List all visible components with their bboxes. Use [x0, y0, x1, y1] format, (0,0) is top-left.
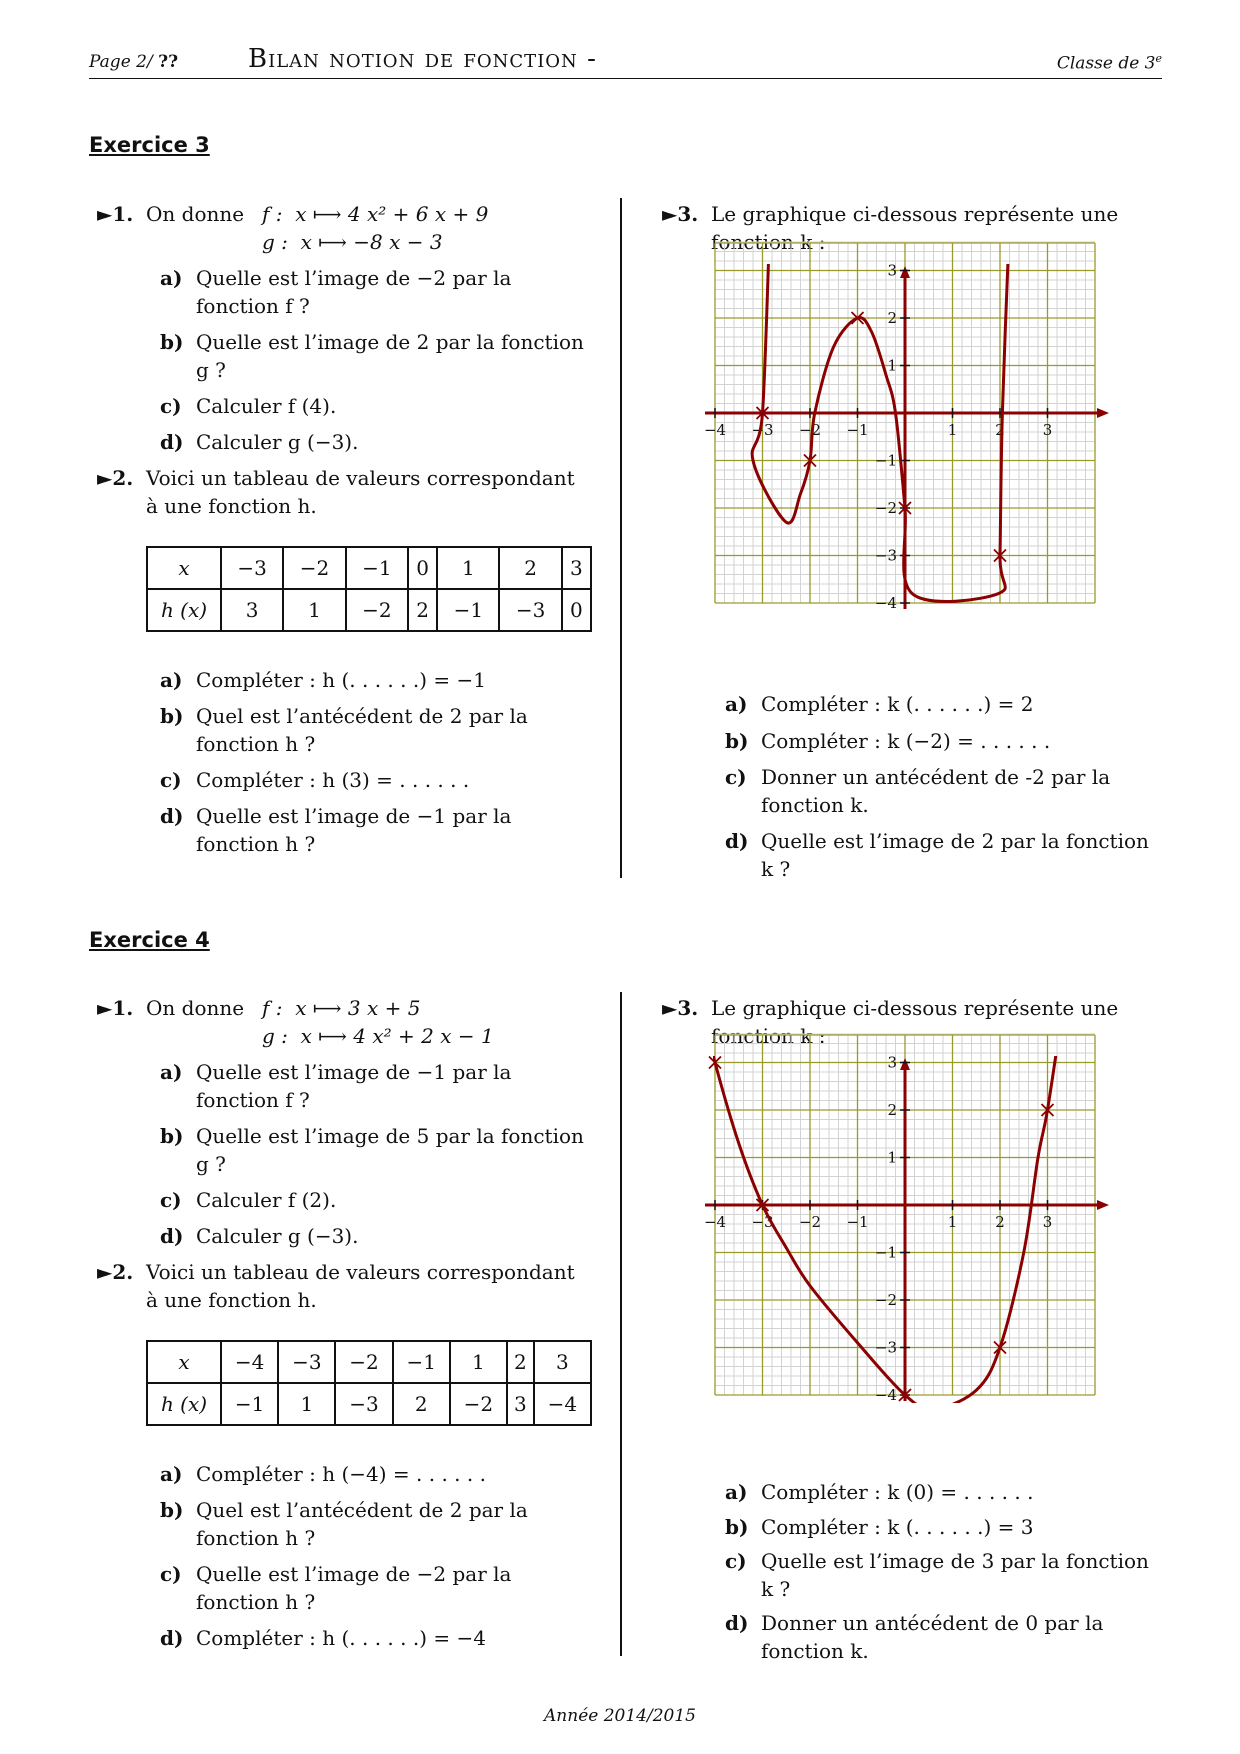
ex4-q3-number: ►3. [662, 996, 699, 1020]
y-tick-label: −1 [874, 451, 897, 470]
ex4-q1-item: b) Quelle est l’image de 5 par la fonction g ? [160, 1124, 584, 1176]
x-tick-label: −1 [846, 421, 869, 439]
y-axis-arrow [900, 1058, 910, 1070]
table-header: x [147, 1341, 221, 1383]
ex3-f-definition: f : x ⟼ 4 x² + 6 x + 9 [262, 202, 489, 226]
ex3-q1-number: ►1. [97, 202, 134, 226]
ex3-value-table [146, 546, 592, 632]
ex4-q2-item: b) Quel est l’antécédent de 2 par la fonction h ? [160, 1498, 528, 1550]
x-tick-label: 1 [947, 1213, 958, 1231]
ex4-q1-intro: On donne [146, 996, 245, 1020]
table-cell: 3 [221, 589, 283, 631]
y-tick-label: −3 [874, 546, 897, 565]
ex3-g-definition: g : x ⟼ −8 x − 3 [262, 230, 443, 254]
ex3-q3-number: ►3. [662, 202, 699, 226]
table-cell: −4 [534, 1383, 591, 1425]
table-row [147, 589, 591, 631]
y-tick-label: 1 [887, 356, 897, 375]
table-row [147, 1341, 591, 1383]
table-row [147, 1383, 591, 1425]
x-tick-label: −3 [751, 1213, 774, 1231]
x-axis-arrow [1097, 1200, 1109, 1210]
x-tick-label: −2 [798, 1213, 822, 1231]
x-axis-arrow [1097, 408, 1109, 418]
ex3-q3-item: c) Donner un antécédent de -2 par la fonction k. [725, 765, 1111, 817]
ex4-q3-item: d) Donner un antécédent de 0 par la fonction k. [725, 1611, 1104, 1663]
ex4-function-graph [703, 1053, 1144, 1464]
table-cell: 0 [562, 589, 591, 631]
y-tick-label: 1 [887, 1148, 897, 1167]
x-tick-label: 3 [1042, 421, 1053, 439]
table-row [147, 547, 591, 589]
table-cell: −3 [335, 1383, 392, 1425]
ex3-q2-number: ►2. [97, 466, 134, 490]
table-header: x [147, 547, 221, 589]
y-tick-label: −3 [874, 1338, 897, 1357]
table-cell: 0 [408, 547, 437, 589]
ex3-q1-intro: On donne [146, 202, 245, 226]
ex3-q2-text: Voici un tableau de valeurs correspondant à une fonction h. [146, 466, 575, 518]
ex3-q2-item: c) Compléter : h (3) = . . . . . . [160, 768, 470, 792]
ex3-q2-item: b) Quel est l’antécédent de 2 par la fonction h ? [160, 704, 528, 756]
table-cell: 3 [534, 1341, 591, 1383]
ex4-q1-item: c) Calculer f (2). [160, 1188, 337, 1212]
table-cell: −1 [393, 1341, 450, 1383]
ex4-q2-text: Voici un tableau de valeurs correspondant à une fonction h. [146, 1260, 575, 1312]
table-cell: −1 [346, 547, 408, 589]
table-cell: 1 [437, 547, 499, 589]
table-cell: 2 [393, 1383, 450, 1425]
table-cell: −2 [346, 589, 408, 631]
y-tick-label: 3 [887, 1053, 897, 1072]
ex3-q1-item: a) Quelle est l’image de −2 par la fonction f ? [160, 266, 512, 318]
y-axis-arrow [900, 266, 910, 278]
y-tick-label: −2 [874, 1291, 897, 1309]
table-cell: 3 [507, 1383, 534, 1425]
ex4-q2-item: c) Quelle est l’image de −2 par la fonction h ? [160, 1562, 512, 1614]
y-tick-label: −2 [874, 499, 897, 517]
table-cell: 2 [408, 589, 437, 631]
ex4-q2-item: d) Compléter : h (. . . . . .) = −4 [160, 1626, 486, 1650]
y-tick-label: 2 [887, 309, 897, 327]
table-header: h (x) [147, 1383, 221, 1425]
ex3-q1-item: c) Calculer f (4). [160, 394, 337, 418]
table-cell: −3 [221, 547, 283, 589]
y-tick-label: −4 [874, 594, 897, 612]
y-tick-label: 2 [887, 1101, 897, 1119]
table-cell: −1 [221, 1383, 278, 1425]
exercise-4-title: Exercice 4 [89, 928, 210, 952]
table-header: h (x) [147, 589, 221, 631]
exercise-3-title: Exercice 3 [89, 133, 210, 157]
page-number: Page 2/ ?? [89, 52, 179, 72]
document-title: Bilan notion de fonction - [248, 44, 597, 74]
x-tick-label: 1 [947, 421, 958, 439]
x-tick-label: −3 [751, 421, 774, 439]
ex4-g-definition: g : x ⟼ 4 x² + 2 x − 1 [262, 1024, 494, 1048]
ex3-q3-item: b) Compléter : k (−2) = . . . . . . [725, 729, 1051, 753]
table-cell: 2 [507, 1341, 534, 1383]
table-cell: −2 [335, 1341, 392, 1383]
ex3-function-graph [703, 261, 1144, 672]
x-tick-label: −4 [703, 421, 727, 439]
header-rule [89, 78, 1162, 79]
table-cell: 1 [283, 589, 345, 631]
footer-year: Année 2014/2015 [544, 1706, 696, 1726]
table-cell: −3 [278, 1341, 335, 1383]
ex4-q3-item: b) Compléter : k (. . . . . .) = 3 [725, 1515, 1034, 1539]
table-cell: −2 [450, 1383, 507, 1425]
table-cell: 2 [499, 547, 561, 589]
ex3-q3-item: a) Compléter : k (. . . . . .) = 2 [725, 692, 1034, 716]
ex3-q3-text: Le graphique ci-dessous représente une fonction k : [711, 202, 1119, 254]
ex4-q3-item: c) Quelle est l’image de 3 par la fonction k ? [725, 1549, 1149, 1601]
table-cell: −3 [499, 589, 561, 631]
ex4-q3-text: Le graphique ci-dessous représente une fonction k : [711, 996, 1119, 1048]
ex3-q2-item: d) Quelle est l’image de −1 par la fonction h ? [160, 804, 512, 856]
ex4-q1-item: a) Quelle est l’image de −1 par la fonction f ? [160, 1060, 512, 1112]
ex4-q1-item: d) Calculer g (−3). [160, 1224, 359, 1248]
ex3-q1-item: d) Calculer g (−3). [160, 430, 359, 454]
y-tick-label: 3 [887, 261, 897, 280]
x-tick-label: −1 [846, 1213, 869, 1231]
ex4-q2-number: ►2. [97, 1260, 134, 1284]
ex3-q1-item: b) Quelle est l’image de 2 par la fonction g ? [160, 330, 584, 382]
y-tick-label: −1 [874, 1243, 897, 1262]
class-label: Classe de 3e [1056, 52, 1162, 74]
table-cell: −2 [283, 547, 345, 589]
table-cell: 1 [450, 1341, 507, 1383]
x-tick-label: −4 [703, 1213, 727, 1231]
table-cell: −4 [221, 1341, 278, 1383]
ex4-q1-number: ►1. [97, 996, 134, 1020]
ex3-q3-item: d) Quelle est l’image de 2 par la fonction k ? [725, 829, 1149, 881]
x-tick-label: 3 [1042, 1213, 1053, 1231]
ex3-q2-item: a) Compléter : h (. . . . . .) = −1 [160, 668, 486, 692]
table-cell: 3 [562, 547, 591, 589]
x-tick-label: 2 [995, 421, 1005, 439]
table-cell: −1 [437, 589, 499, 631]
ex4-q3-item: a) Compléter : k (0) = . . . . . . [725, 1480, 1034, 1504]
y-tick-label: −4 [874, 1386, 897, 1404]
x-tick-label: 2 [995, 1213, 1005, 1231]
ex4-f-definition: f : x ⟼ 3 x + 5 [262, 996, 421, 1020]
ex4-value-table [146, 1340, 592, 1426]
column-divider [620, 198, 622, 878]
x-tick-label: −2 [798, 421, 822, 439]
ex4-q2-item: a) Compléter : h (−4) = . . . . . . [160, 1462, 486, 1486]
table-cell: 1 [278, 1383, 335, 1425]
column-divider [620, 992, 622, 1656]
